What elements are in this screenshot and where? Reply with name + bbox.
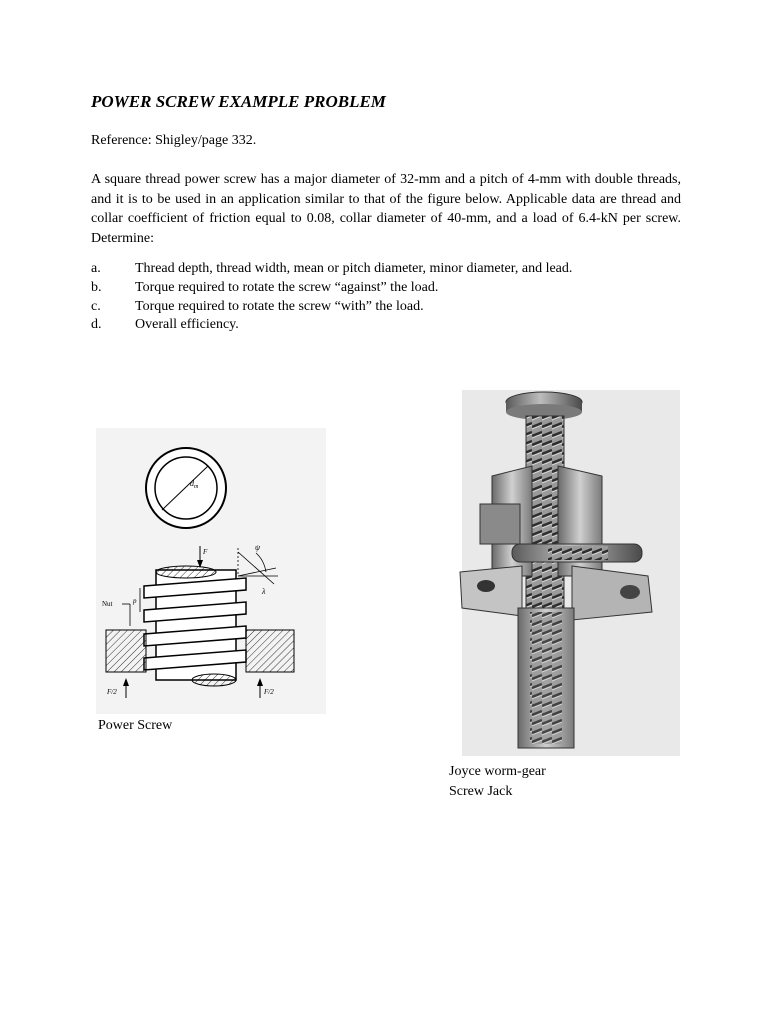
item-text: Torque required to rotate the screw “with” the load. <box>135 298 424 314</box>
power-screw-figure <box>96 428 326 714</box>
screw-bottom-section <box>192 674 236 686</box>
item-text: Overall efficiency. <box>135 317 239 333</box>
item-letter: a. <box>91 261 101 276</box>
caption-line: Screw Jack <box>449 783 513 799</box>
page-title: POWER SCREW EXAMPLE PROBLEM <box>91 92 386 111</box>
screw-top-section <box>156 566 216 578</box>
item-letter: c. <box>91 298 101 314</box>
nut-left <box>106 630 146 672</box>
item-letter: b. <box>91 279 102 295</box>
power-screw-caption: Power Screw <box>98 718 173 733</box>
lambda-label: λ <box>262 587 266 596</box>
force-label: F <box>203 548 208 556</box>
reference-line: Reference: Shigley/page 332. <box>91 133 257 148</box>
item-text: Torque required to rotate the screw “against” the load. <box>135 279 439 295</box>
list-item <box>91 260 572 279</box>
caption-line: Joyce worm-gear <box>449 764 546 779</box>
nut-right <box>246 630 294 672</box>
list-item <box>91 279 572 298</box>
screw-jack-caption <box>449 762 546 801</box>
reaction-left-label: F/2 <box>107 688 117 696</box>
question-list <box>91 260 572 335</box>
base-flange-left <box>460 566 522 616</box>
item-text: Thread depth, thread width, mean or pitch diameter, minor diameter, and lead. <box>135 261 573 276</box>
list-item <box>91 298 572 317</box>
problem-statement: A square thread power screw has a major diameter of 32-mm and a pitch of 4-mm with double threads, and it is to be used in an application similar to that of the figure below. Applicable data are thread and collar coefficient of friction equal to 0.08, collar diameter of 40-mm, and a load of 6.4-kN per screw. Determine: <box>91 172 681 246</box>
item-letter: d. <box>91 317 102 333</box>
nut-label: Nut <box>102 600 113 608</box>
screw-jack-figure <box>452 376 686 760</box>
pitch-label: p <box>133 597 137 605</box>
psi-label: ψ <box>255 543 260 552</box>
reaction-right-label: F/2 <box>264 688 274 696</box>
dm-label: $d_m$ <box>190 479 199 490</box>
list-item <box>91 316 572 335</box>
